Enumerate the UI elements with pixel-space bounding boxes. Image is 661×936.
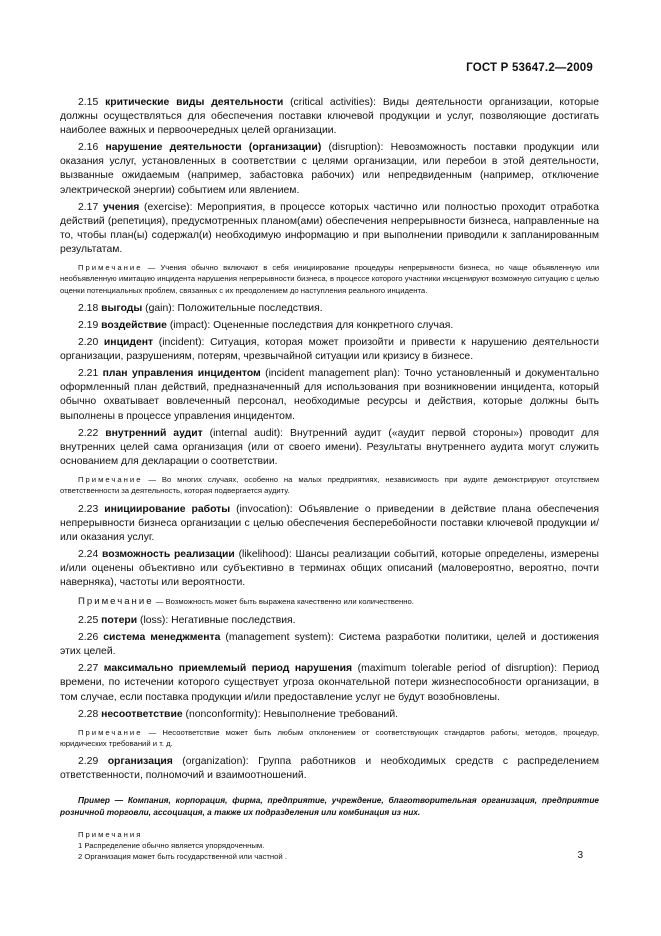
term-2-19	[60, 319, 599, 333]
notes-item: 1 Распределение обычно является упорядоченным.	[78, 841, 265, 851]
term-title: выгоды	[101, 302, 143, 314]
term-number: 2.22	[78, 427, 99, 439]
term-2-15	[60, 96, 599, 138]
term-title: несоответствие	[101, 708, 183, 720]
note-2-22	[60, 474, 599, 497]
note-text: — Во многих случаях, особенно на малых предприятиях, независимость при аудите демонстрируют отсутствием ответственности за деятельность, которая подвергается аудиту.	[60, 474, 599, 496]
note-2-24	[60, 595, 599, 608]
note-2-28	[60, 727, 599, 750]
term-title: критические виды деятельности	[105, 97, 284, 108]
term-2-27	[60, 662, 599, 704]
term-2-23	[60, 503, 599, 545]
term-2-21	[60, 367, 599, 423]
term-number: 2.20	[78, 337, 99, 349]
note-2-17	[60, 262, 599, 296]
term-definition: (incident management plan): Точно установленный и документально оформленный план действий, предназначенный для использования при возникновении инцидента, который обычно охватывает вовлеченный персонал, необходимые ресурсы и действия, которые должны быть выполнены в процессе управления инцидентом.	[60, 368, 600, 422]
term-number: 2.24	[78, 548, 99, 560]
note-label: Примечание	[78, 596, 154, 608]
notes-heading: Примечания	[78, 829, 143, 839]
note-text: — Учения обычно включают в себя инициирование процедуры непрерывности бизнеса, но чаще объявленную или необъявленную имитацию инцидента нарушения непрерывности бизнеса, в процессе которого участники инсценируют возможную ситуацию с целью оценки потенциальных проблем, связанных с их преодолением до наступления реального инцидента.	[60, 263, 599, 295]
term-definition: (internal audit): Внутренний аудит («аудит первой стороны») проводит для внутренних целей сама организация (или от своего имени). Результаты внутреннего аудита могут служить основанием для декларации о соответствии.	[60, 427, 599, 467]
example-text: Пример — Компания, корпорация, фирма, предприятие, учреждение, благотворительная организация, предприятие розничной торговли, ассоциация, а также их подразделения или комбинация из них.	[60, 794, 599, 818]
term-definition: (exercise): Мероприятия, в процессе которых частично или полностью проходит отработка действий (репетиция), предусмотренных планом(ами) обеспечения непрерывности бизнеса, направленные на то, чтобы план(ы) содержал(и) необходимую информацию и при выполнении приводили к запланированным результатам.	[60, 201, 599, 255]
page-number: 3	[577, 850, 583, 861]
term-2-18	[60, 302, 599, 316]
term-definition: (invocation): Объявление о приведении в действие плана обеспечения непрерывности бизнеса организации с целью обеспечения бесперебойности поставки ключевой продукции и/или оказания услуг.	[60, 503, 599, 543]
term-definition: (likelihood): Шансы реализации событий, которые определены, измерены и/или оценены объективно или субъективно в терминах общих описаний (маловероятно, вероятно, почти наверняка), частоты или вероятности.	[60, 548, 599, 589]
term-number: 2.18	[78, 302, 99, 314]
term-2-22	[60, 427, 599, 469]
term-number: 2.17	[78, 201, 99, 213]
term-definition: (gain): Положительные последствия.	[142, 302, 323, 314]
term-definition: (organization): Группа работников и необходимых средств с распределением ответственности, полномочий и взаимоотношений.	[60, 756, 599, 782]
term-2-25	[60, 614, 599, 628]
term-title: организация	[107, 756, 173, 768]
term-number: 2.28	[78, 708, 99, 720]
term-definition: (nonconformity): Невыполнение требований.	[182, 708, 399, 720]
document-body	[60, 96, 599, 863]
term-number: 2.27	[78, 663, 99, 675]
term-title: система менеджмента	[103, 632, 221, 644]
term-number: 2.25	[78, 615, 99, 627]
term-definition: (critical activities): Виды деятельности организации, которые должны осуществляться для обеспечения поставки ключевой продукции и услуг, позволяющие достигать наиболее важных и первоочередных целей организации.	[60, 97, 599, 137]
term-definition: (loss): Негативные последствия.	[137, 615, 296, 627]
notes-item: 2 Организация может быть государственной или частной .	[78, 852, 287, 862]
term-title: внутренний аудит	[105, 427, 203, 439]
note-label: Примечание	[78, 474, 143, 484]
term-title: инициирование работы	[104, 503, 231, 515]
term-title: возможность реализации	[101, 548, 235, 560]
note-text: — Несоответствие может быть любым отклонением от соответствующих стандартов работы, методов, процедур, юридических требований и т. д.	[60, 727, 599, 749]
term-number: 2.23	[78, 503, 99, 515]
term-definition: (incident): Ситуация, которая может произойти и привести к нарушению деятельности организации, разрушениям, потерям, чрезвычайной ситуации или кризису в бизнесе.	[60, 337, 600, 363]
note-label: Примечание	[78, 263, 143, 273]
term-number: 2.15	[78, 97, 99, 108]
term-2-17	[60, 201, 599, 257]
term-2-20	[60, 336, 599, 364]
term-number: 2.29	[78, 756, 99, 768]
term-2-26	[60, 631, 599, 659]
term-title: учения	[102, 201, 140, 213]
term-2-29	[60, 755, 599, 783]
term-2-28	[60, 708, 599, 722]
term-number: 2.21	[78, 368, 99, 380]
term-definition: (maximum tolerable period of disruption): Период времени, по истечении которого существует угроза окончательной потери жизнеспособности организации, в том случае, если поставка продукции и/или предоставление услуг не будут возобновлены.	[60, 663, 600, 703]
term-number: 2.16	[78, 142, 99, 154]
term-number: 2.26	[78, 632, 99, 644]
term-definition: (management system): Система разработки политики, целей и достижения этих целей.	[60, 632, 600, 658]
term-title: нарушение деятельности (организации)	[105, 142, 322, 154]
note-text: — Возможность может быть выражена качественно или количественно.	[153, 597, 414, 607]
term-title: максимально приемлемый период нарушения	[103, 663, 353, 675]
term-title: потери	[101, 615, 138, 627]
term-number: 2.19	[78, 320, 99, 332]
term-definition: (disruption): Невозможность поставки продукции или оказания услуг, установленных в соответствии с целями организации, или перебои в этой деятельности, вызванные ожидаемым (например, забастовка рабочих) или непредвиденным (например, отключение электрической энергии) событием или явлением.	[60, 142, 600, 196]
term-definition: (impact): Оцененные последствия для конкретного случая.	[166, 320, 454, 332]
note-label: Примечание	[78, 727, 143, 737]
term-title: инцидент	[103, 337, 154, 349]
term-2-24	[60, 548, 599, 590]
term-title: план управления инцидентом	[102, 368, 261, 380]
term-2-16	[60, 141, 599, 197]
term-title: воздействие	[101, 320, 167, 332]
document-header: ГОСТ Р 53647.2—2009	[466, 62, 593, 74]
